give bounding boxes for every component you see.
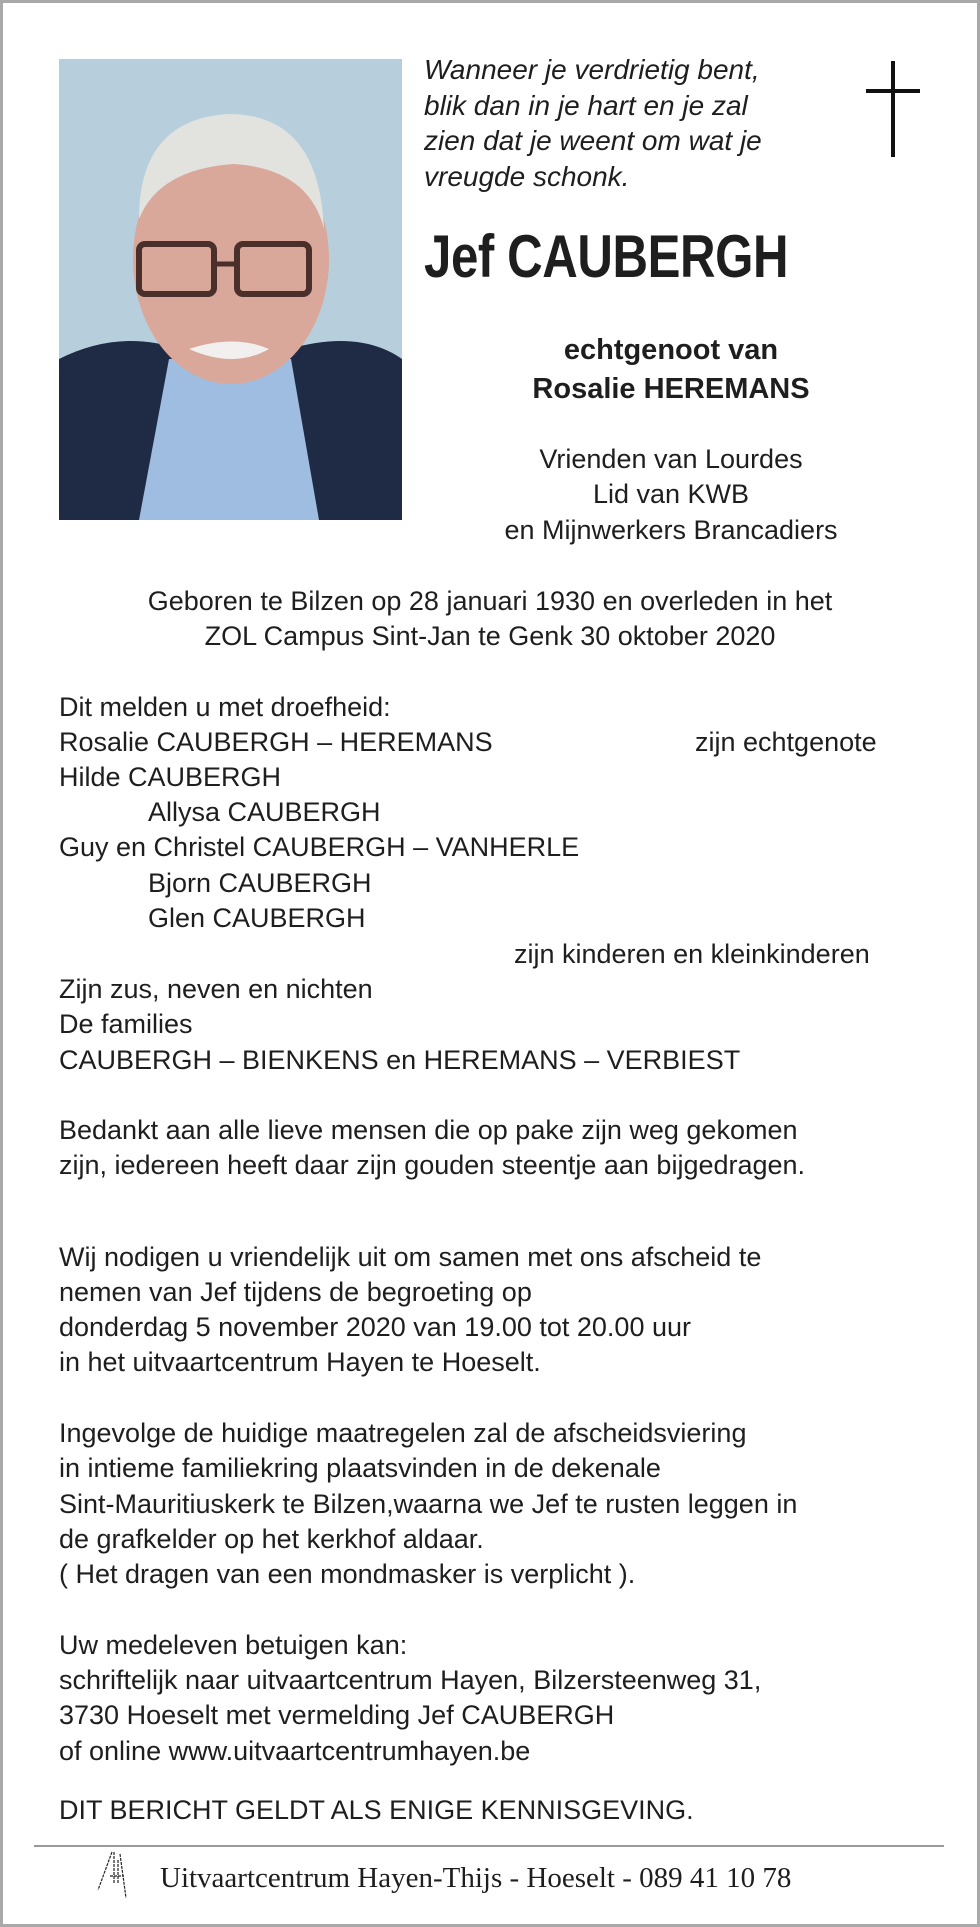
ceremony-line: in intieme familiekring plaatsvinden in de dekenale — [59, 1453, 661, 1483]
family-member: Hilde CAUBERGH — [59, 762, 282, 792]
family-member: CAUBERGH – BIENKENS en HEREMANS – VERBIEST — [59, 1045, 741, 1075]
invitation-line: donderdag 5 november 2020 van 19.00 tot 20.00 uur — [59, 1312, 691, 1342]
thanks-line: Bedankt aan alle lieve mensen die op pake zijn weg gekomen — [59, 1115, 798, 1145]
ceremony-line: ( Het dragen van een mondmasker is verplicht ). — [59, 1559, 636, 1589]
family-member: Bjorn CAUBERGH — [148, 868, 372, 898]
family-role: zijn kinderen en kleinkinderen — [514, 939, 870, 969]
family-member: Allysa CAUBERGH — [148, 797, 381, 827]
family-member: Zijn zus, neven en nichten — [59, 974, 373, 1004]
spouse-name: Rosalie HEREMANS — [532, 373, 810, 405]
spouse-label: echtgenoot van — [563, 334, 779, 366]
ceremony-line: de grafkelder op het kerkhof aldaar. — [59, 1524, 484, 1554]
quote-line: Wanneer je verdrietig bent, — [424, 54, 760, 85]
membership: Lid van KWB — [592, 479, 750, 509]
invitation-line: nemen van Jef tijdens de begroeting op — [59, 1277, 532, 1307]
quote-line: blik dan in je hart en je zal — [424, 90, 748, 121]
family-member: Rosalie CAUBERGH – HEREMANS — [59, 727, 493, 757]
condolence-line: of online www.uitvaartcentrumhayen.be — [59, 1736, 531, 1766]
birth-death-line: ZOL Campus Sint-Jan te Genk 30 oktober 2020 — [204, 621, 776, 651]
ceremony-line: Ingevolge de huidige maatregelen zal de afscheidsviering — [59, 1418, 747, 1448]
ceremony-line: Sint-Mauritiuskerk te Bilzen,waarna we Jef te rusten leggen in — [59, 1489, 798, 1519]
quote-line: vreugde schonk. — [424, 161, 630, 192]
family-role: zijn echtgenote — [695, 727, 877, 757]
membership: Vrienden van Lourdes — [539, 444, 803, 474]
funeral-home-logo-icon — [92, 1850, 142, 1900]
divider — [34, 1845, 944, 1847]
footer-funeral-home: Uitvaartcentrum Hayen-Thijs - Hoeselt - 089 41 10 78 — [160, 1862, 792, 1894]
condolence-line: schriftelijk naar uitvaartcentrum Hayen, Bilzersteenweg 31, — [59, 1665, 762, 1695]
family-member: De families — [59, 1009, 193, 1039]
notice: DIT BERICHT GELDT ALS ENIGE KENNISGEVING. — [59, 1795, 694, 1825]
condolence-line: 3730 Hoeselt met vermelding Jef CAUBERGH — [59, 1700, 615, 1730]
invitation-line: in het uitvaartcentrum Hayen te Hoeselt. — [59, 1347, 541, 1377]
thanks-line: zijn, iedereen heeft daar zijn gouden steentje aan bijgedragen. — [59, 1150, 806, 1180]
condolence-line: Uw medeleven betuigen kan: — [59, 1630, 408, 1660]
quote-line: zien dat je weent om wat je — [424, 125, 762, 156]
deceased-name: Jef CAUBERGH — [424, 223, 789, 290]
membership: en Mijnwerkers Brancadiers — [504, 515, 838, 545]
portrait-photo — [59, 59, 402, 520]
family-member: Glen CAUBERGH — [148, 903, 366, 933]
invitation-line: Wij nodigen u vriendelijk uit om samen met ons afscheid te — [59, 1242, 762, 1272]
birth-death-line: Geboren te Bilzen op 28 januari 1930 en overleden in het — [147, 586, 833, 616]
cross-icon — [866, 61, 920, 157]
family-member: Guy en Christel CAUBERGH – VANHERLE — [59, 832, 580, 862]
family-intro: Dit melden u met droefheid: — [59, 692, 391, 722]
